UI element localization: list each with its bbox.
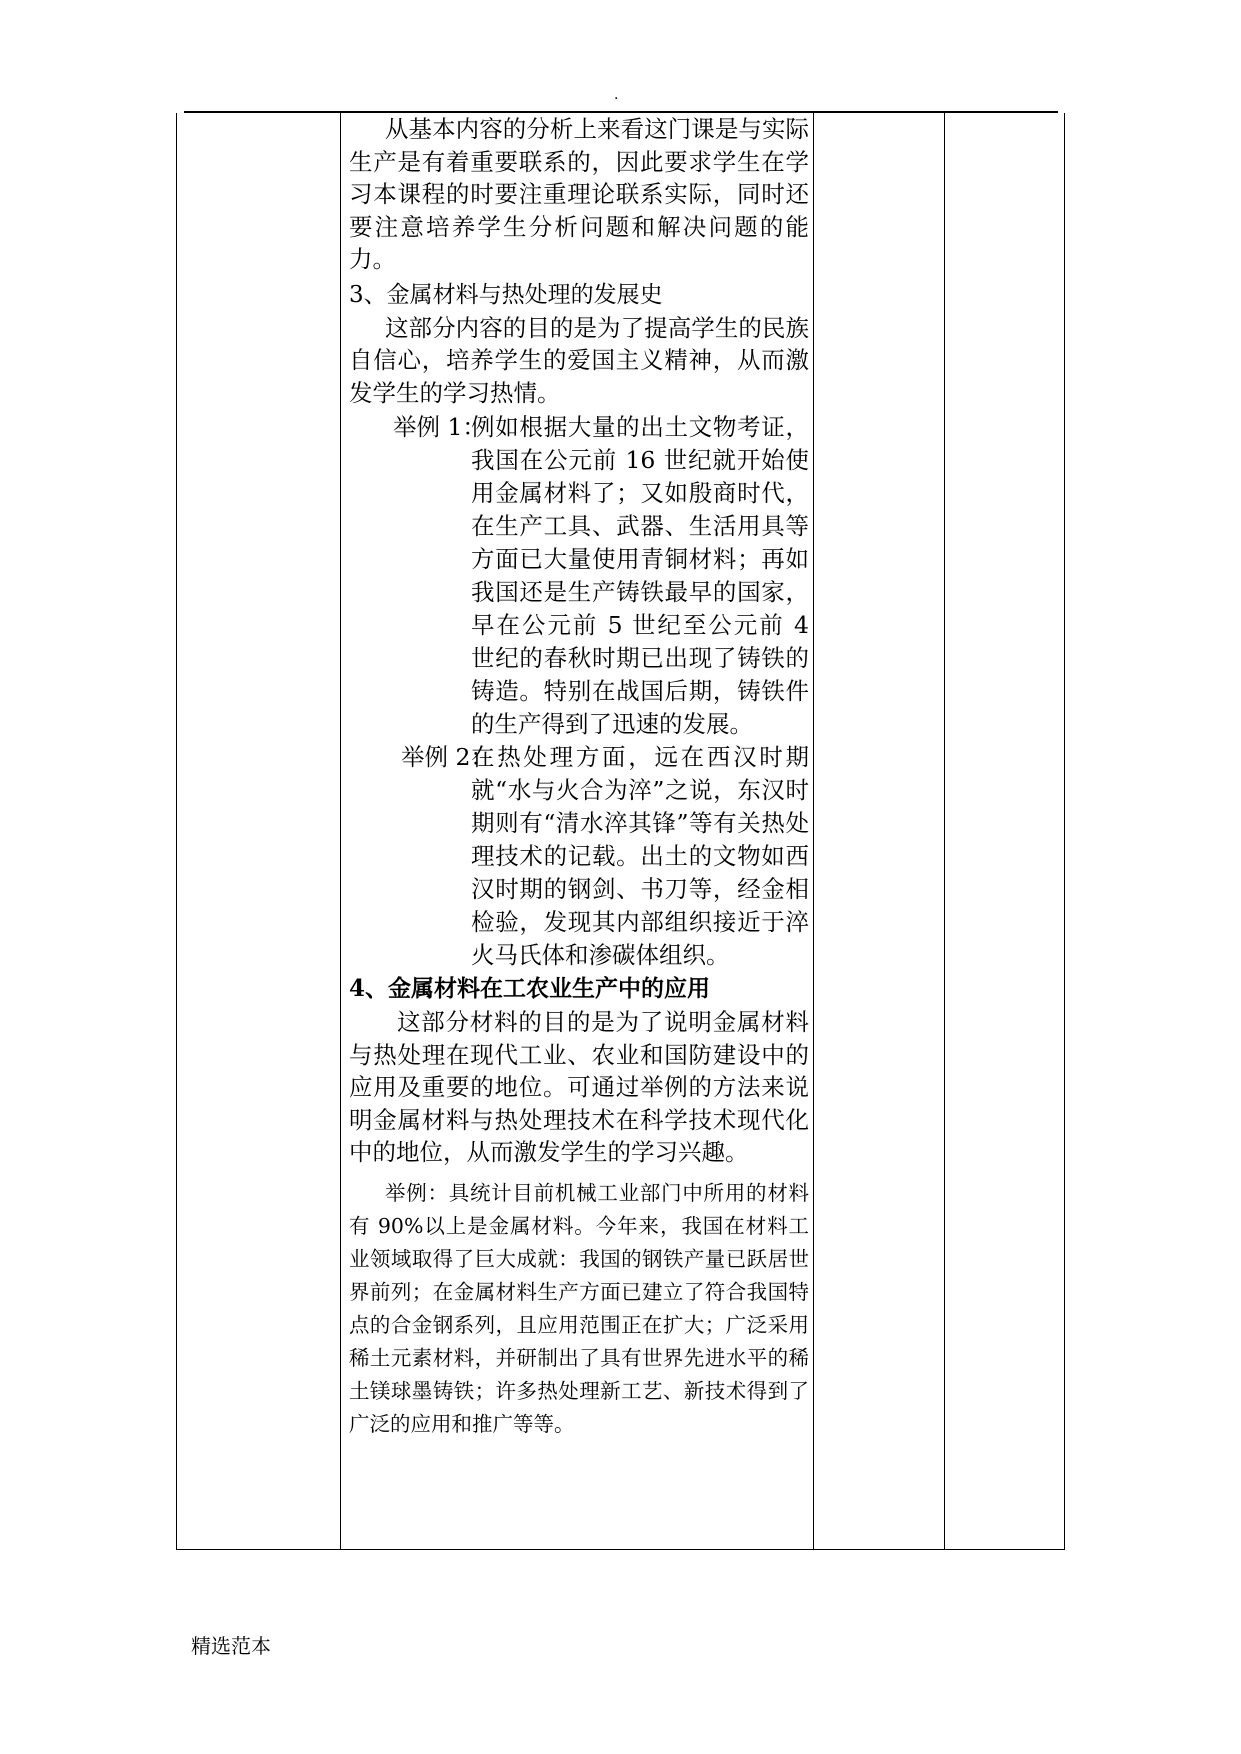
lesson-table xyxy=(176,113,1065,1550)
example-3-text: 举例：具统计目前机械工业部门中所用的材料有 90%以上是金属材料。今年来，我国在材料工业领域取得了巨大成就：我国的钢铁产量已跃居世界前列；在金属材料生产方面已建立了符合我国特点的合金钢系列，且应用范围正在扩大；广泛采用稀土元素材料，并研制出了具有世界先进水平的稀土镁球墨铸铁；许多热处理新工艺、新技术得到了广泛的应用和推广等等。 xyxy=(349,1180,809,1436)
section-4-paragraph: 这部分材料的目的是为了说明金属材料与热处理在现代工业、农业和国防建设中的应用及重要的地位。可通过举例的方法来说明金属材料与热处理技术在科学技术现代化中的地位，从而激发学生的学习兴趣。 xyxy=(349,1008,809,1166)
example-1-label: 举例 1： xyxy=(393,413,486,441)
header-mark: · xyxy=(614,91,619,107)
column-divider xyxy=(813,113,814,1549)
example-1-text: 例如根据大量的出土文物考证，我国在公元前 16 世纪就开始使用金属材料了；又如殷商时代，在生产工具、武器、生活用具等方面已大量使用青铜材料；再如我国还是生产铸铁最早的国家，早在公元前 5 世纪至公元前 4 世纪的春秋时期已出现了铸铁的铸造。特别在战国后期，铸铁件的生产得到了迅速的发展。 xyxy=(471,413,809,738)
example-2 xyxy=(349,741,809,972)
section-heading-3: 3、金属材料与热处理的发展史 xyxy=(349,281,663,308)
example-2-label: 举例 2： xyxy=(401,743,494,771)
column-divider xyxy=(340,113,341,1549)
section-heading-4: 4、金属材料在工农业生产中的应用 xyxy=(349,975,711,1002)
example-2-text: 在热处理方面，远在西汉时期就“水与火合为淬”之说，东汉时期则有“清水淬其锋”等有关热处理技术的记载。出土的文物如西汉时期的钢剑、书刀等，经金相检验，发现其内部组织接近于淬火马氏体和渗碳体组织。 xyxy=(471,743,809,969)
content-cell xyxy=(349,113,809,1441)
footer-label: 精选范本 xyxy=(191,1634,271,1658)
column-divider xyxy=(944,113,945,1549)
section-3-paragraph: 这部分内容的目的是为了提高学生的民族自信心，培养学生的爱国主义精神，从而激发学生的学习热情。 xyxy=(349,313,809,407)
intro-paragraph: 从基本内容的分析上来看这门课是与实际生产是有着重要联系的，因此要求学生在学习本课程的时要注重理论联系实际，同时还要注意培养学生分析问题和解决问题的能力。 xyxy=(349,115,809,273)
example-1 xyxy=(349,411,809,741)
